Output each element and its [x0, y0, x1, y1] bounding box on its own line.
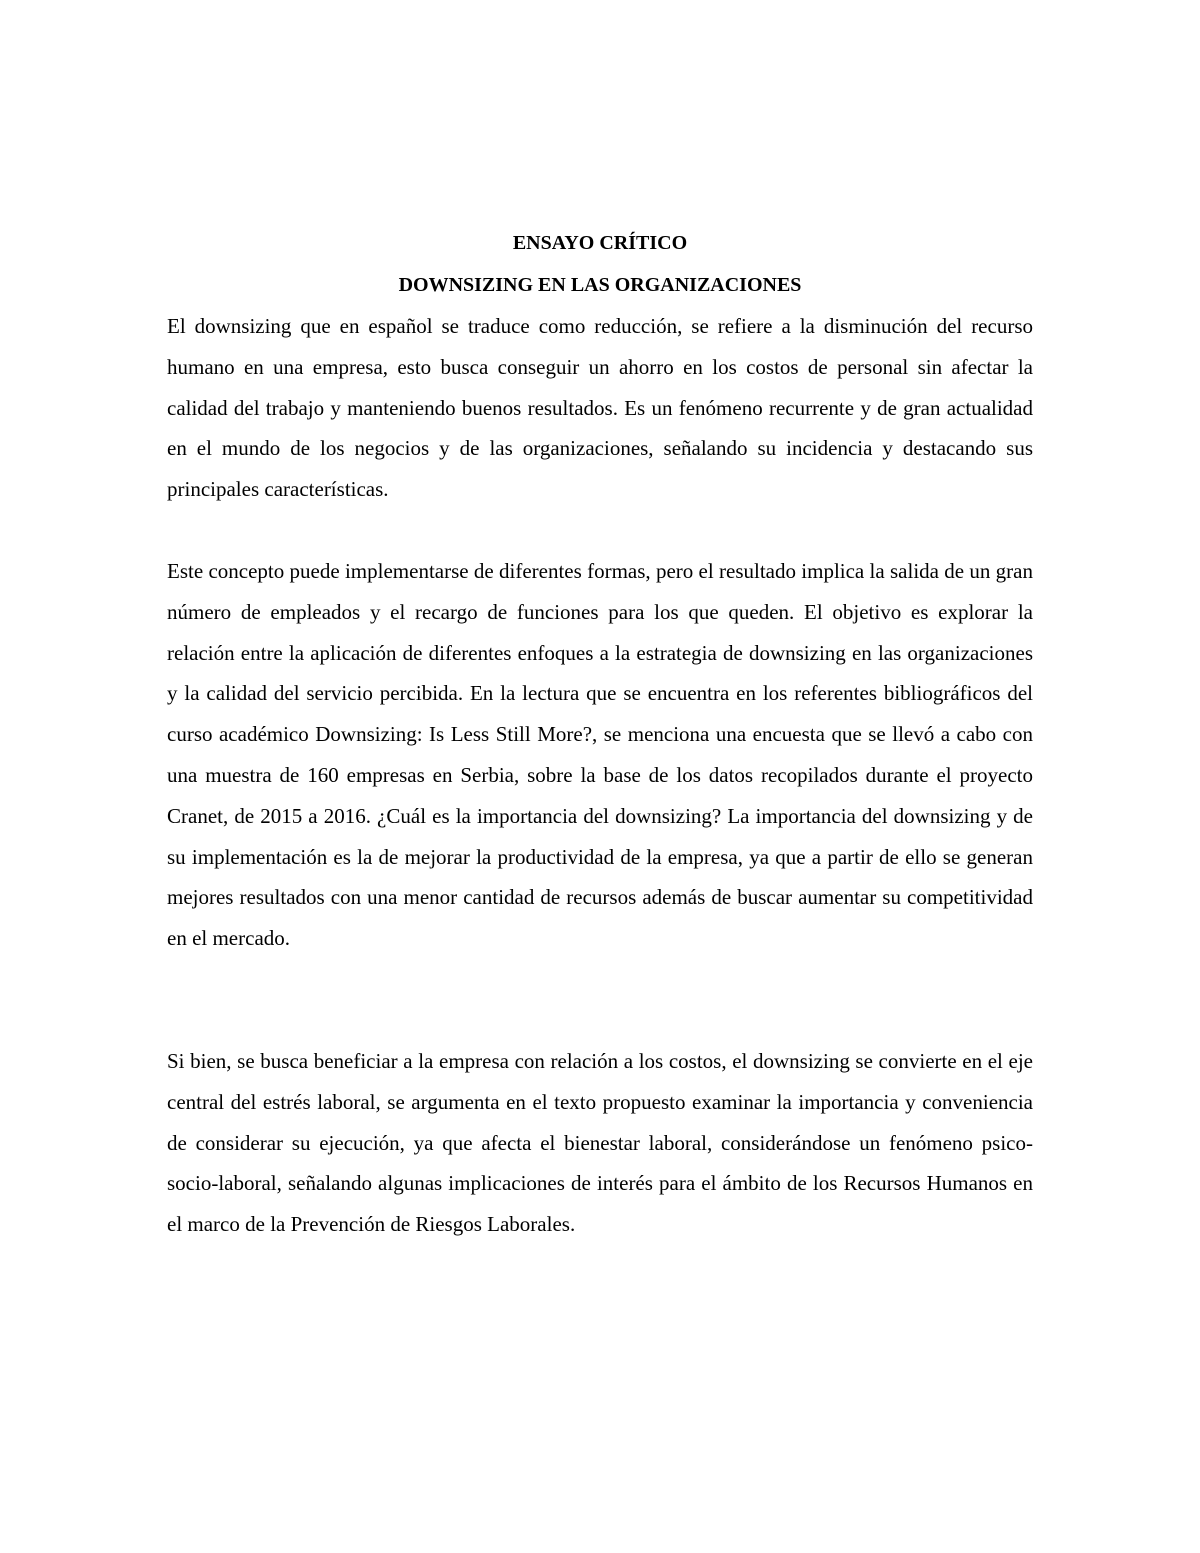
document-page — [167, 222, 1033, 1245]
paragraph-1: El downsizing que en español se traduce como reducción, se refiere a la disminución del recurso humano en una empresa, esto busca conseguir un ahorro en los costos de personal sin afectar la calidad del trabajo y manteniendo buenos resultados. Es un fenómeno recurrente y de gran actualidad en el mundo de los negocios y de las organizaciones, señalando su incidencia y destacando sus principales características. — [167, 314, 1033, 502]
paragraph-3: Si bien, se busca beneficiar a la empresa con relación a los costos, el downsizing se convierte en el eje central del estrés laboral, se argumenta en el texto propuesto examinar la importancia y conveniencia de considerar su ejecución, ya que afecta el bienestar laboral, considerándose un fenómeno psico-socio-laboral, señalando algunas implicaciones de interés para el ámbito de los Recursos Humanos en el marco de la Prevención de Riesgos Laborales. — [167, 1048, 1033, 1237]
document-title: ENSAYO CRÍTICO — [512, 232, 688, 254]
paragraph-2: Este concepto puede implementarse de diferentes formas, pero el resultado implica la salida de un gran número de empleados y el recargo de funciones para los que queden. El objetivo es explorar la relación entre la aplicación de diferentes enfoques a la estrategia de downsizing en las organizaciones y la calidad del servicio percibida. En la lectura que se encuentra en los referentes bibliográficos del curso académico Downsizing: Is Less Still More?, se menciona una encuesta que se llevó a cabo con una muestra de 160 empresas en Serbia, sobre la base de los datos recopilados durante el proyecto Cranet, de 2015 a 2016. ¿Cuál es la importancia del downsizing? La importancia del downsizing y de su implementación es la de mejorar la productividad de la empresa, ya que a partir de ello se generan mejores resultados con una menor cantidad de recursos además de buscar aumentar su competitividad en el mercado. — [167, 558, 1033, 951]
document-subtitle: DOWNSIZING EN LAS ORGANIZACIONES — [398, 274, 802, 296]
